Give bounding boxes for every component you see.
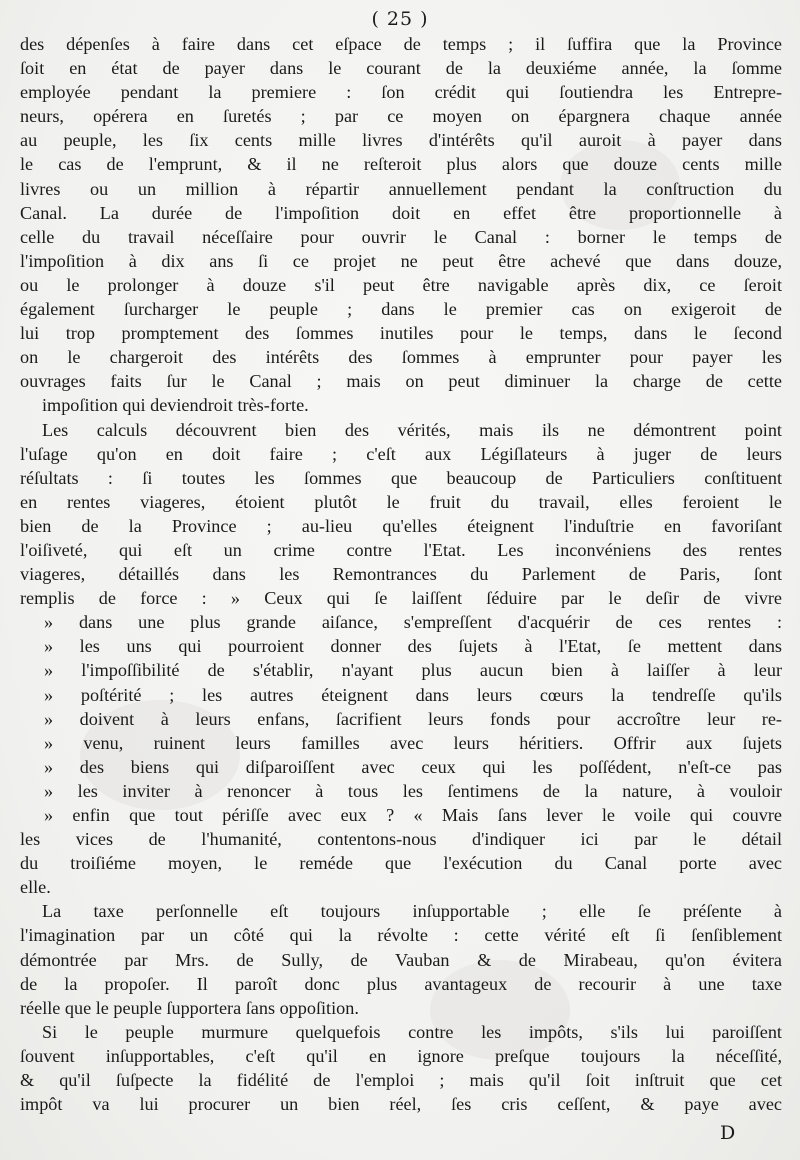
text-line: réſultats : ſi toutes les ſommes que beaucoup de Particuliers conſtituent xyxy=(20,467,782,488)
text-line: » des biens qui diſparoiſſent avec ceux qui les poſſédent, n'eſt-ce pas xyxy=(44,756,782,777)
text-line: du troiſiéme moyen, le reméde que l'exécution du Canal porte avec xyxy=(20,853,782,874)
text-line: Les calculs découvrent bien des vérités, mais ils ne démontrent point xyxy=(42,419,782,440)
text-line: » venu, ruinent leurs familles avec leurs héritiers. Offrir aux ſujets xyxy=(44,732,782,753)
text-line: celle du travail néceſſaire pour ouvrir le Canal : borner le temps de xyxy=(20,226,782,247)
text-line: Si le peuple murmure quelquefois contre les impôts, s'ils lui paroiſſent xyxy=(42,1021,782,1042)
text-line: également ſurcharger le peuple ; dans le premier cas on exigeroit de xyxy=(20,299,782,320)
text-line: La taxe perſonnelle eſt toujours inſupportable ; elle ſe préſente à xyxy=(42,901,782,922)
text-line: Canal. La durée de l'impoſition doit en effet être proportionnelle à xyxy=(20,202,782,223)
text-line: livres ou un million à répartir annuellement pendant la conſtruction du xyxy=(20,178,782,199)
text-line: & qu'il ſuſpecte la fidélité de l'emploi ; mais qu'il ſoit inſtruit que cet xyxy=(20,1070,782,1091)
text-line: neurs, opérera en ſuretés ; par ce moyen on épargnera chaque année xyxy=(20,106,782,127)
text-line: » l'impoſſibilité de s'établir, n'ayant plus aucun bien à laiſſer à leur xyxy=(44,660,782,681)
text-line: ſoit en état de payer dans le courant de la deuxiéme année, la ſomme xyxy=(20,58,782,79)
text-line: elle. xyxy=(20,877,51,898)
text-line: » dans une plus grande aiſance, s'empreſſent d'acquérir de ces rentes : xyxy=(44,612,782,633)
text-line: en rentes viageres, étoient plutôt le fruit du travail, elles feroient le xyxy=(20,491,782,512)
text-line: » les uns qui pourroient donner des ſujets à l'Etat, ſe mettent dans xyxy=(44,636,782,657)
text-line: impoſition qui deviendroit très-forte. xyxy=(42,395,309,416)
text-line: de la propoſer. Il paroît donc plus avantageux de recourir à une taxe xyxy=(20,973,782,994)
body-text xyxy=(20,32,782,1116)
text-line: l'impoſition à dix ans ſi ce projet ne peut être achevé que dans douze, xyxy=(20,250,782,271)
text-line: lui trop promptement des ſommes inutiles pour le temps, dans le ſecond xyxy=(20,323,782,344)
page-number: ( 25 ) xyxy=(371,8,429,30)
text-line: impôt va lui procurer un bien réel, ſes cris ceſſent, & paye avec xyxy=(20,1094,782,1115)
text-line: » poſtérité ; les autres éteignent dans leurs cœurs la tendreſſe qu'ils xyxy=(44,684,782,705)
text-line: au peuple, les ſix cents mille livres d'intérêts qu'il auroit à payer dans xyxy=(20,130,782,151)
text-line: ouvrages faits ſur le Canal ; mais on peut diminuer la charge de cette xyxy=(20,371,782,392)
text-line: » doivent à leurs enfans, ſacrifient leurs fonds pour accroître leur re- xyxy=(44,708,782,729)
text-line: ou le prolonger à douze s'il peut être navigable après dix, ce ſeroit xyxy=(20,274,782,295)
text-line: » enfin que tout périſſe avec eux ? « Mais ſans lever le voile qui couvre xyxy=(44,805,782,825)
text-line: employée pendant la premiere : ſon crédit qui ſoutiendra les Entrepre- xyxy=(20,82,782,103)
text-line: l'oiſiveté, qui eſt un crime contre l'Etat. Les inconvéniens des rentes xyxy=(20,539,782,560)
text-line: des dépenſes à faire dans cet eſpace de temps ; il ſuffira que la Province xyxy=(20,34,782,54)
text-line: ſouvent inſupportables, c'eſt qu'il en ignore preſque toujours la néceſſité, xyxy=(20,1045,782,1066)
text-line: » les inviter à renoncer à tous les ſentimens de la nature, à vouloir xyxy=(44,780,782,801)
text-line: bien de la Province ; au-lieu qu'elles éteignent l'induſtrie en favoriſant xyxy=(20,515,782,536)
text-line: remplis de force : » Ceux qui ſe laiſſent ſéduire par le deſir de vivre xyxy=(20,588,782,609)
text-line: les vices de l'humanité, contentons-nous d'indiquer ici par le détail xyxy=(20,829,782,850)
text-line: viageres, détaillés dans les Remontrances du Parlement de Paris, ſont xyxy=(20,564,782,585)
text-line: on le chargeroit des intérêts des ſommes à emprunter pour payer les xyxy=(20,347,782,368)
text-line: le cas de l'emprunt, & il ne reſteroit plus alors que douze cents mille xyxy=(20,154,782,175)
text-line: l'uſage qu'on en doit faire ; c'eſt aux Légiſlateurs à juger de leurs xyxy=(20,443,782,464)
text-line: réelle que le peuple ſupportera ſans oppoſition. xyxy=(20,997,359,1018)
text-line: l'imagination par un côté qui la révolte : cette vérité eſt ſi ſenſiblement xyxy=(20,925,782,946)
signature-mark: D xyxy=(720,1122,736,1144)
text-line: démontrée par Mrs. de Sully, de Vauban & de Mirabeau, qu'on évitera xyxy=(20,949,782,970)
